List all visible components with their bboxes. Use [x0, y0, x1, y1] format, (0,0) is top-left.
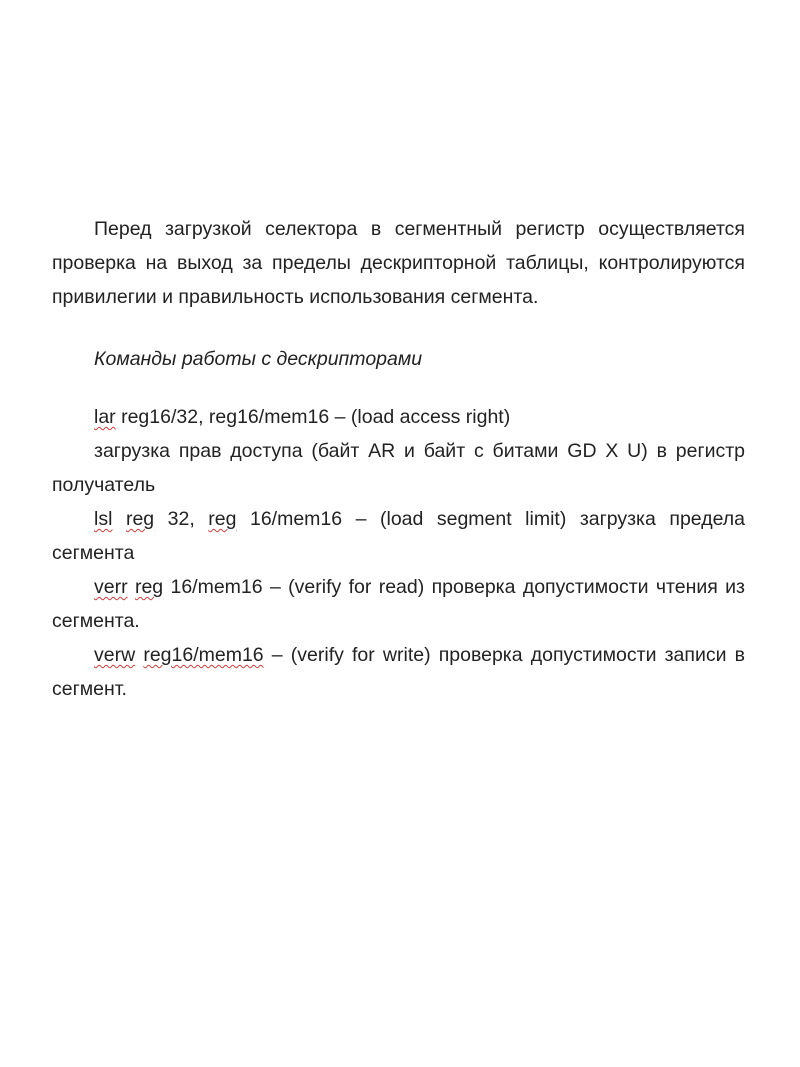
- operand-reg: reg: [134, 576, 164, 598]
- operand-reg-2: reg: [208, 508, 237, 530]
- mnemonic-verw: verw: [94, 644, 136, 666]
- mnemonic-verr: verr: [94, 576, 128, 598]
- mnemonic-lar: lar: [94, 406, 116, 428]
- command-verr: verr reg 16/mem16 – (verify for read) проверка допустимости чтения из сегмента.: [52, 576, 745, 632]
- mnemonic-lsl: lsl: [94, 508, 113, 530]
- operand-reg: reg: [125, 508, 155, 530]
- command-lsl: lsl reg 32, reg 16/mem16 – (load segment limit) загрузка предела сегмента: [52, 508, 745, 564]
- document-page: [52, 212, 745, 706]
- command-lar: [52, 400, 745, 434]
- command-lar-text: reg16/32, reg16/mem16 – (load access right): [115, 406, 511, 428]
- intro-paragraph: Перед загрузкой селектора в сегментный регистр осуществляется проверка на выход за пределы дескрипторной таблицы, контролируются привилегии и правильность использования сегмента.: [52, 218, 745, 308]
- operand-reg16-mem16: reg16/mem16: [143, 644, 264, 666]
- command-verw: verw reg16/mem16 – (verify for write) проверка допустимости записи в сегмент.: [52, 644, 746, 700]
- command-lar-description: загрузка прав доступа (байт AR и байт с битами GD X U) в регистр получатель: [52, 440, 745, 496]
- section-heading: Команды работы с дескрипторами: [94, 348, 423, 370]
